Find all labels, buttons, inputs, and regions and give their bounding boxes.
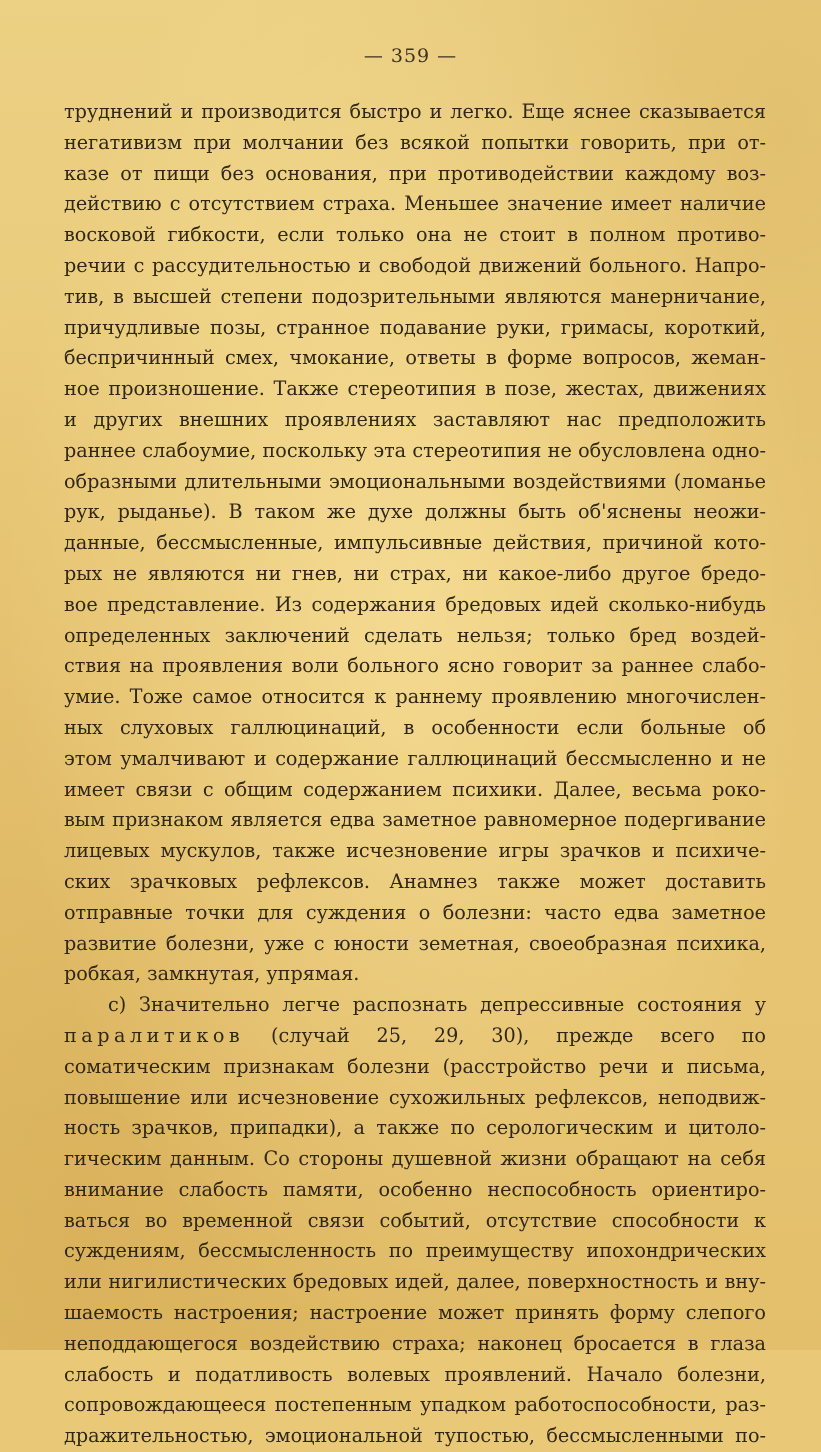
text-line: ное произношение. Также стереотипия в позе, жестах, движениях: [64, 377, 766, 401]
text-line: сопровождающееся постепенным упадком работоспособности, раз-: [64, 1393, 766, 1417]
text-line: ствия на проявления воли больного ясно говорит за раннее слабо-: [64, 654, 766, 678]
text-line: беспричинный смех, чмокание, ответы в форме вопросов, жеман-: [64, 346, 766, 370]
text-line: дражительностью, эмоциональной тупостью, бессмысленными по-: [64, 1424, 766, 1448]
text-line: действию с отсутствием страха. Меньшее значение имеет наличие: [64, 192, 766, 216]
text-line: казе от пищи без основания, при противодействии каждому воз-: [64, 161, 766, 185]
text-line: и других внешних проявлениях заставляют нас предположить: [64, 407, 766, 431]
text-line: [64, 1021, 766, 1052]
paragraph-1: [64, 97, 766, 990]
text-line: неподдающегося воздействию страха; наконец бросается в глаза: [64, 1331, 766, 1355]
text-line: вым признаком является едва заметное равномерное подергивание: [64, 808, 766, 832]
text-line: слабость и податливость волевых проявлений. Начало болезни,: [64, 1362, 766, 1386]
text-fragment: (случай 25, 29, 30), прежде всего по: [244, 1023, 766, 1047]
text-line-first: [64, 990, 766, 1021]
text-line: отправные точки для суждения о болезни: часто едва заметное: [64, 900, 766, 924]
text-fragment: с) Значительно легче распознать депрессивные состояния у: [108, 993, 766, 1017]
text-line: внимание слабость памяти, особенно неспособность ориентиро-: [64, 1177, 766, 1201]
text-line: речии с рассудительностью и свободой движений больного. Напро-: [64, 253, 766, 277]
spaced-word: паралитиков: [64, 1023, 245, 1047]
text-line: ваться во временной связи событий, отсутствие способности к: [64, 1208, 766, 1232]
text-line: ных слуховых галлюцинаций, в особенности если больные об: [64, 715, 766, 739]
text-line-last: робкая, замкнутая, упрямая.: [64, 962, 360, 986]
text-line: труднений и производится быстро и легко. Еще яснее сказывается: [64, 100, 766, 123]
text-line: тив, в высшей степени подозрительными являются манерничание,: [64, 284, 766, 308]
text-line: этом умалчивают и содержание галлюцинаций бессмысленно и не: [64, 746, 766, 770]
text-line: рых не являются ни гнев, ни страх, ни какое-либо другое бредо-: [64, 561, 766, 585]
text-line: определенных заключений сделать нельзя; только бред воздей-: [64, 623, 766, 647]
text-line: причудливые позы, странное подавание руки, гримасы, короткий,: [64, 315, 766, 339]
paragraph-2: [64, 990, 766, 1452]
text-line: вое представление. Из содержания бредовых идей сколько-нибудь: [64, 592, 766, 616]
page-number: — 359 —: [363, 45, 458, 67]
text-line: или нигилистических бредовых идей, далее, поверхностность и вну-: [64, 1270, 766, 1294]
text-line: рук, рыданье). В таком же духе должны быть об'яснены неожи-: [64, 500, 766, 524]
text-line: развитие болезни, уже с юности земетная, своеобразная психика,: [64, 931, 766, 955]
text-line: шаемость настроения; настроение может принять форму слепого: [64, 1301, 766, 1325]
text-line: данные, бессмысленные, импульсивные действия, причиной кото-: [64, 531, 766, 555]
body-text: [64, 97, 766, 1452]
text-line: образными длительными эмоциональными воздействиями (ломанье: [64, 469, 766, 493]
text-line: умие. Тоже самое относится к раннему проявлению многочислен-: [64, 685, 766, 709]
text-line: ность зрачков, припадки), а также по серологическим и цитоло-: [64, 1116, 766, 1140]
text-line: имеет связи с общим содержанием психики. Далее, весьма роко-: [64, 777, 766, 801]
text-line: негативизм при молчании без всякой попытки говорить, при от-: [64, 130, 766, 154]
text-line: гическим данным. Со стороны душевной жизни обращают на себя: [64, 1147, 766, 1171]
text-line: восковой гибкости, если только она не стоит в полном противо-: [64, 223, 766, 247]
text-line: соматическим признакам болезни (расстройство речи и письма,: [64, 1054, 766, 1078]
text-line: раннее слабоумие, поскольку эта стереотипия не обусловлена одно-: [64, 438, 766, 462]
text-line: повышение или исчезновение сухожильных рефлексов, неподвиж-: [64, 1085, 766, 1109]
text-line: лицевых мускулов, также исчезновение игры зрачков и психиче-: [64, 839, 766, 863]
text-line: ских зрачковых рефлексов. Анамнез также может доставить: [64, 869, 766, 893]
text-line: суждениям, бессмысленность по преимуществу ипохондрических: [64, 1239, 766, 1263]
